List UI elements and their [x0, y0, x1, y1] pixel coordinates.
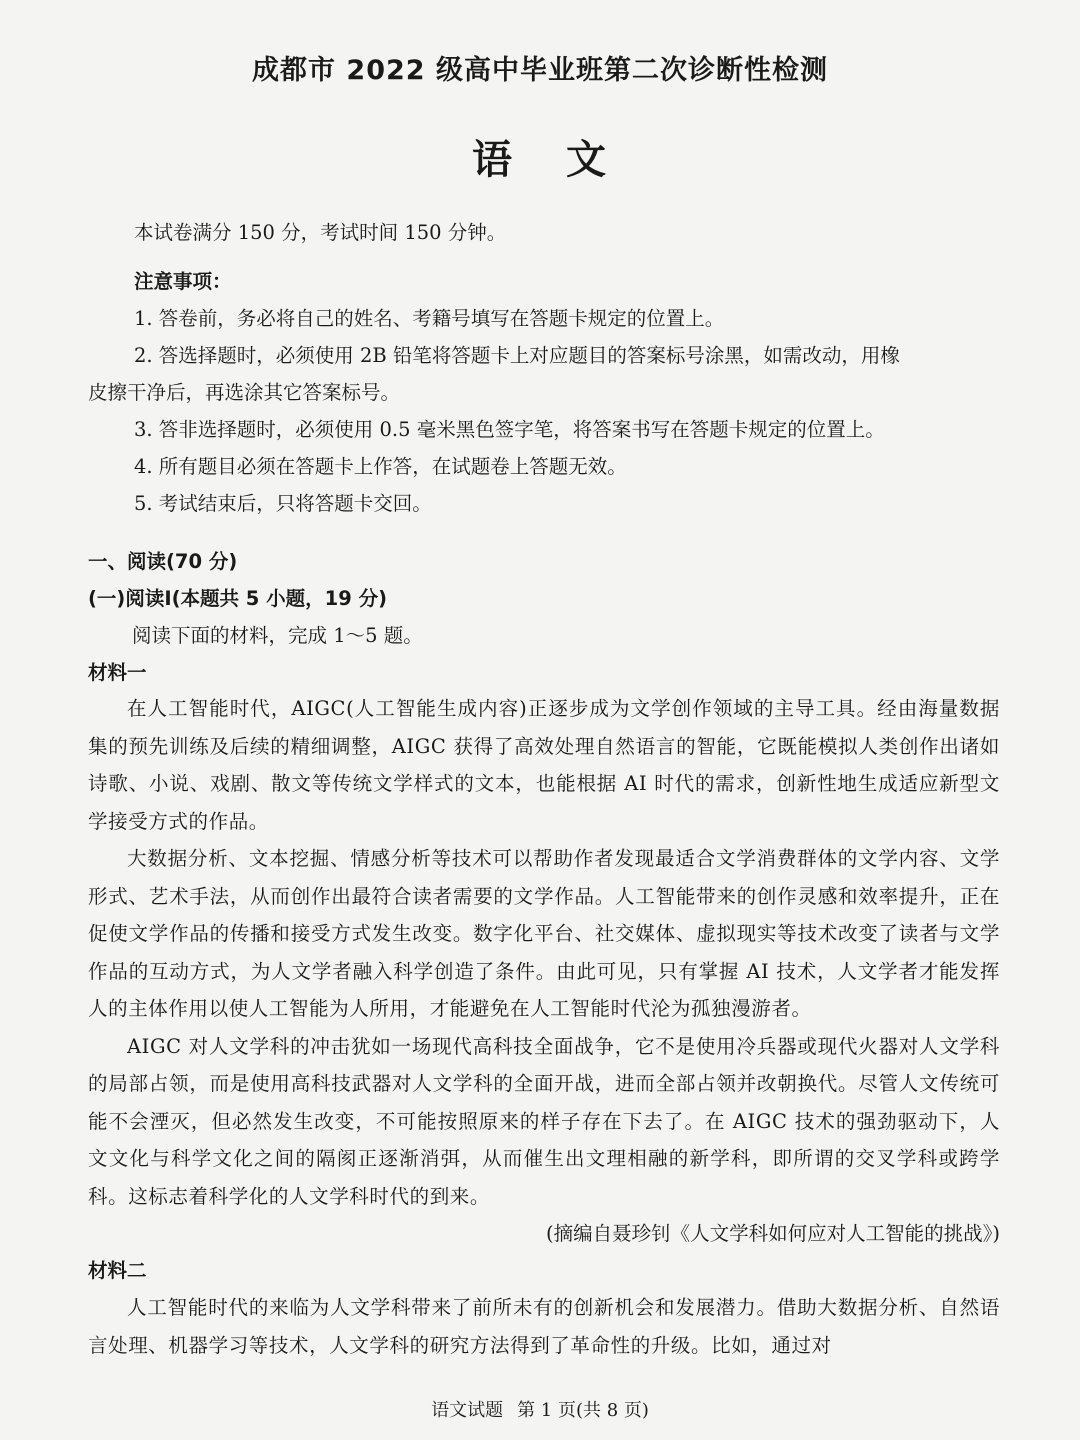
- notice-title: 注意事项：: [134, 270, 232, 293]
- notice-item-3: 3. 答非选择题时，必须使用 0.5 毫米黑色签字笔，将答案书写在答题卡规定的位置上。: [134, 418, 885, 441]
- notice-item-4: 4. 所有题目必须在答题卡上作答，在试题卷上答题无效。: [134, 455, 627, 478]
- material-1-body: [88, 690, 1000, 1364]
- part-title: 一、阅读(70 分): [88, 550, 238, 573]
- notice-item-5: 5. 考试结束后，只将答题卡交回。: [134, 492, 432, 515]
- notice-item-1: 1. 答卷前，务必将自己的姓名、考籍号填写在答题卡规定的位置上。: [134, 307, 725, 330]
- material-1-label: 材料一: [88, 661, 147, 684]
- score-time-text: 本试卷满分 150 分，考试时间 150 分钟。: [134, 221, 507, 244]
- exam-title: 成都市 2022 级高中毕业班第二次诊断性检测: [252, 55, 828, 86]
- subject-char-1: 语: [472, 137, 514, 183]
- material-2-paragraph-1: 人工智能时代的来临为人文学科带来了前所未有的创新机会和发展潜力。借助大数据分析、自然语言处理、机器学习等技术，人文学科的研究方法得到了革命性的升级。比如，通过对: [88, 1296, 1000, 1357]
- notice-item-2: 2. 答选择题时，必须使用 2B 铅笔将答题卡上对应题目的答案标号涂黑，如需改动，用橡: [134, 344, 900, 367]
- intro-block: [88, 214, 1000, 251]
- notice-item-2-cont: 皮擦干净后，再选涂其它答案标号。: [88, 381, 401, 404]
- section-block: [88, 543, 1000, 691]
- page-footer: [0, 1396, 1080, 1422]
- subject-char-2: 文: [566, 137, 608, 183]
- footer-subject: 语文试题: [431, 1400, 504, 1421]
- sub-section-title: (一)阅读Ⅰ(本题共 5 小题，19 分): [88, 587, 387, 610]
- subject-title: [0, 128, 1080, 185]
- material-1-source: (摘编自聂珍钊《人文学科如何应对人工智能的挑战》): [546, 1222, 1000, 1245]
- material-1-paragraph-2: 大数据分析、文本挖掘、情感分析等技术可以帮助作者发现最适合文学消费群体的文学内容、文学形式、艺术手法，从而创作出最符合读者需要的文学作品。人工智能带来的创作灵感和效率提升，正在促使文学作品的传播和接受方式发生改变。数字化平台、社交媒体、虚拟现实等技术改变了读者与文学作品的互动方式，为人文学者融入科学创造了条件。由此可见，只有掌握 AI 技术，人文学者才能发挥人的主体作用以使人工智能为人所用，才能避免在人工智能时代沦为孤独漫游者。: [88, 847, 1000, 1020]
- material-2-label: 材料二: [88, 1259, 147, 1282]
- notice-block: [88, 263, 1000, 522]
- footer-page-number: 第 1 页(共 8 页): [517, 1400, 649, 1421]
- material-1-paragraph-1: 在人工智能时代，AIGC(人工智能生成内容)正逐步成为文学创作领域的主导工具。经由海量数据集的预先训练及后续的精细调整，AIGC 获得了高效处理自然语言的智能，它既能模拟人类创作出诸如诗歌、小说、戏剧、散文等传统文学样式的文本，也能根据 AI 时代的需求，创新性地生成适应新型文学接受方式的作品。: [88, 697, 1000, 833]
- reading-instruction: 阅读下面的材料，完成 1～5 题。: [132, 624, 423, 647]
- material-1-paragraph-3: AIGC 对人文学科的冲击犹如一场现代高科技全面战争，它不是使用冷兵器或现代火器对人文学科的局部占领，而是使用高科技武器对人文学科的全面开战，进而全部占领并改朝换代。尽管人文传统可能不会湮灭，但必然发生改变，不可能按照原来的样子存在下去了。在 AIGC 技术的强劲驱动下，人文文化与科学文化之间的隔阂正逐渐消弭，从而催生出文理相融的新学科，即所谓的交叉学科或跨学科。这标志着科学化的人文学科时代的到来。: [88, 1034, 1000, 1208]
